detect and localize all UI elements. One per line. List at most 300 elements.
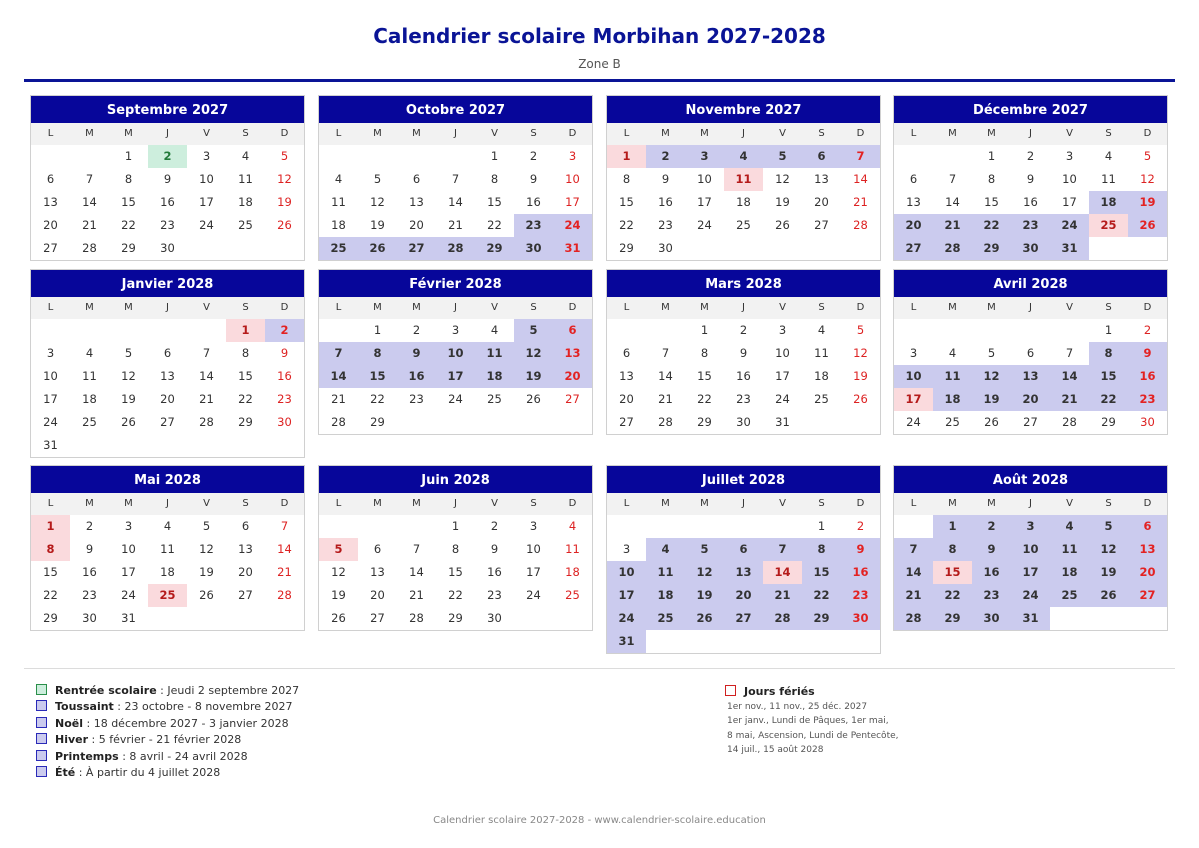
day-cell: 24 [607, 607, 646, 630]
day-cell: 3 [529, 519, 538, 533]
weekday-label: J [454, 302, 457, 313]
day-cell: 7 [319, 342, 358, 365]
day-cell: 2 [646, 145, 685, 168]
month-title: Juillet 2028 [607, 466, 880, 493]
day-cell: 6 [46, 172, 55, 186]
day-cell: 17 [607, 584, 646, 607]
day-cell: 26 [526, 392, 541, 406]
day-cell: 24 [121, 588, 136, 602]
day-cell: 11 [82, 369, 97, 383]
month-title: Avril 2028 [894, 270, 1167, 297]
weekday-label: J [1029, 498, 1032, 509]
day-cell: 21 [933, 214, 972, 237]
day-cell: 17 [43, 392, 58, 406]
month-title: Juin 2028 [319, 466, 592, 493]
weekday-label: L [910, 128, 917, 139]
days-grid [31, 515, 304, 630]
feries-line: 1er janv., Lundi de Pâques, 1er mai, [727, 716, 889, 727]
day-cell: 6 [412, 172, 421, 186]
weekday-label: M [948, 128, 957, 139]
day-cell: 29 [802, 607, 841, 630]
weekday-header [319, 493, 592, 515]
day-cell: 20 [553, 365, 592, 388]
day-cell: 22 [238, 392, 253, 406]
day-cell: 13 [553, 342, 592, 365]
month-title: Février 2028 [319, 270, 592, 297]
day-cell: 11 [814, 346, 829, 360]
day-cell: 9 [490, 542, 499, 556]
weekday-header [607, 297, 880, 319]
weekday-label: V [491, 302, 498, 313]
day-cell: 1 [451, 519, 460, 533]
day-cell: 20 [724, 584, 763, 607]
empty-cell [763, 515, 802, 538]
weekday-label: J [166, 302, 169, 313]
month-6 [318, 269, 593, 435]
day-cell: 5 [514, 319, 553, 342]
day-cell: 15 [697, 369, 712, 383]
day-cell: 14 [409, 565, 424, 579]
day-cell: 5 [280, 149, 289, 163]
day-cell: 26 [853, 392, 868, 406]
weekday-label: M [661, 498, 670, 509]
blue-square-icon [36, 733, 47, 744]
day-cell: 23 [277, 392, 292, 406]
day-cell: 8 [700, 346, 709, 360]
day-cell: 13 [1128, 538, 1167, 561]
day-cell: 21 [448, 218, 463, 232]
weekday-label: V [491, 498, 498, 509]
weekday-label: S [1105, 128, 1112, 139]
days-grid [607, 319, 880, 434]
days-grid [31, 145, 304, 260]
weekday-label: D [568, 302, 577, 313]
day-cell: 15 [448, 565, 463, 579]
day-cell: 29 [370, 415, 385, 429]
day-cell: 8 [124, 172, 133, 186]
weekday-label: M [948, 498, 957, 509]
day-cell: 28 [277, 588, 292, 602]
day-cell: 20 [1128, 561, 1167, 584]
day-cell: 28 [658, 415, 673, 429]
day-cell: 22 [1089, 388, 1128, 411]
day-cell: 27 [1023, 415, 1038, 429]
day-cell: 4 [490, 323, 499, 337]
weekday-label: V [203, 128, 210, 139]
day-cell: 7 [412, 542, 421, 556]
weekday-label: V [779, 498, 786, 509]
legend-item-printemps: Printemps : 8 avril - 24 avril 2028 [36, 749, 299, 765]
weekday-label: D [856, 498, 865, 509]
weekday-label: M [373, 498, 382, 509]
day-cell: 22 [487, 218, 502, 232]
empty-cell [1050, 319, 1089, 342]
day-cell: 26 [358, 237, 397, 260]
day-cell: 5 [124, 346, 133, 360]
blue-square-icon [36, 750, 47, 761]
day-cell: 6 [909, 172, 918, 186]
days-grid [894, 145, 1167, 260]
day-cell: 24 [199, 218, 214, 232]
day-cell: 18 [82, 392, 97, 406]
day-cell: 5 [202, 519, 211, 533]
legend-divider [24, 668, 1175, 669]
day-cell: 25 [945, 415, 960, 429]
day-cell: 25 [1089, 214, 1128, 237]
day-cell: 14 [199, 369, 214, 383]
day-cell: 4 [334, 172, 343, 186]
day-cell: 29 [43, 611, 58, 625]
weekday-label: D [280, 498, 289, 509]
day-cell: 4 [1050, 515, 1089, 538]
day-cell: 30 [160, 241, 175, 255]
days-grid [894, 515, 1167, 630]
day-cell: 31 [121, 611, 136, 625]
weekday-header [894, 493, 1167, 515]
day-cell: 23 [487, 588, 502, 602]
day-cell: 18 [1050, 561, 1089, 584]
day-cell: 1 [226, 319, 265, 342]
day-cell: 2 [85, 519, 94, 533]
month-1 [30, 95, 305, 261]
day-cell: 23 [82, 588, 97, 602]
day-cell: 16 [160, 195, 175, 209]
day-cell: 20 [619, 392, 634, 406]
month-10 [318, 465, 593, 631]
day-cell: 11 [238, 172, 253, 186]
day-cell: 2 [490, 519, 499, 533]
day-cell: 13 [238, 542, 253, 556]
empty-cell [148, 319, 187, 342]
day-cell: 11 [331, 195, 346, 209]
day-cell: 25 [487, 392, 502, 406]
day-cell: 10 [1062, 172, 1077, 186]
feries-heading: Jours fériés [725, 683, 899, 700]
day-cell: 3 [46, 346, 55, 360]
day-cell: 13 [43, 195, 58, 209]
weekday-label: V [491, 128, 498, 139]
day-cell: 3 [778, 323, 787, 337]
empty-cell [933, 145, 972, 168]
day-cell: 21 [277, 565, 292, 579]
day-cell: 18 [814, 369, 829, 383]
day-cell: 29 [121, 241, 136, 255]
day-cell: 13 [906, 195, 921, 209]
day-cell: 15 [802, 561, 841, 584]
weekday-label: J [742, 128, 745, 139]
day-cell: 19 [277, 195, 292, 209]
day-cell: 13 [814, 172, 829, 186]
weekday-label: V [203, 498, 210, 509]
day-cell: 26 [775, 218, 790, 232]
day-cell: 19 [331, 588, 346, 602]
day-cell: 15 [487, 195, 502, 209]
empty-cell [894, 145, 933, 168]
day-cell: 25 [814, 392, 829, 406]
month-4 [893, 95, 1168, 261]
day-cell: 7 [202, 346, 211, 360]
day-cell: 21 [199, 392, 214, 406]
day-cell: 18 [1089, 191, 1128, 214]
feries-line: 1er nov., 11 nov., 25 déc. 2027 [727, 702, 868, 712]
day-cell: 27 [238, 588, 253, 602]
weekday-label: J [1029, 302, 1032, 313]
day-cell: 26 [121, 415, 136, 429]
day-cell: 21 [82, 218, 97, 232]
weekday-label: J [166, 128, 169, 139]
day-cell: 15 [933, 561, 972, 584]
day-cell: 29 [448, 611, 463, 625]
day-cell: 3 [909, 346, 918, 360]
day-cell: 9 [661, 172, 670, 186]
day-cell: 8 [31, 538, 70, 561]
month-title: Septembre 2027 [31, 96, 304, 123]
day-cell: 13 [160, 369, 175, 383]
holiday-legend [36, 683, 299, 781]
day-cell: 14 [82, 195, 97, 209]
day-cell: 23 [1128, 388, 1167, 411]
day-cell: 24 [1050, 214, 1089, 237]
day-cell: 16 [658, 195, 673, 209]
day-cell: 17 [199, 195, 214, 209]
day-cell: 6 [1128, 515, 1167, 538]
day-cell: 29 [475, 237, 514, 260]
weekday-label: V [779, 128, 786, 139]
day-cell: 1 [700, 323, 709, 337]
day-cell: 5 [319, 538, 358, 561]
day-cell: 7 [280, 519, 289, 533]
day-cell: 26 [199, 588, 214, 602]
day-cell: 14 [1050, 365, 1089, 388]
empty-cell [646, 515, 685, 538]
day-cell: 26 [685, 607, 724, 630]
empty-cell [358, 145, 397, 168]
day-cell: 5 [987, 346, 996, 360]
day-cell: 26 [277, 218, 292, 232]
empty-cell [397, 145, 436, 168]
weekday-label: L [335, 302, 342, 313]
days-grid [894, 319, 1167, 434]
day-cell: 7 [948, 172, 957, 186]
empty-cell [70, 145, 109, 168]
day-cell: 4 [163, 519, 172, 533]
day-cell: 12 [775, 172, 790, 186]
weekday-label: M [661, 128, 670, 139]
day-cell: 9 [1128, 342, 1167, 365]
day-cell: 23 [972, 584, 1011, 607]
day-cell: 9 [972, 538, 1011, 561]
day-cell: 5 [856, 323, 865, 337]
empty-cell [894, 319, 933, 342]
day-cell: 30 [1011, 237, 1050, 260]
day-cell: 4 [85, 346, 94, 360]
day-cell: 19 [1089, 561, 1128, 584]
day-cell: 27 [619, 415, 634, 429]
day-cell: 22 [972, 214, 1011, 237]
red-square-icon [725, 685, 736, 696]
day-cell: 10 [436, 342, 475, 365]
day-cell: 9 [280, 346, 289, 360]
day-cell: 30 [841, 607, 880, 630]
day-cell: 4 [646, 538, 685, 561]
day-cell: 12 [331, 565, 346, 579]
day-cell: 18 [475, 365, 514, 388]
day-cell: 1 [1104, 323, 1113, 337]
day-cell: 27 [370, 611, 385, 625]
day-cell: 18 [331, 218, 346, 232]
weekday-label: J [742, 498, 745, 509]
day-cell: 18 [238, 195, 253, 209]
feries-line: 8 mai, Ascension, Lundi de Pentecôte, [727, 730, 899, 741]
month-9 [30, 465, 305, 631]
day-cell: 7 [85, 172, 94, 186]
day-cell: 28 [853, 218, 868, 232]
day-cell: 16 [1023, 195, 1038, 209]
day-cell: 30 [658, 241, 673, 255]
weekday-label: S [818, 498, 825, 509]
day-cell: 6 [241, 519, 250, 533]
day-cell: 15 [984, 195, 999, 209]
weekday-label: L [910, 498, 917, 509]
day-cell: 13 [724, 561, 763, 584]
month-title: Janvier 2028 [31, 270, 304, 297]
day-cell: 1 [373, 323, 382, 337]
day-cell: 12 [1140, 172, 1155, 186]
day-cell: 20 [814, 195, 829, 209]
weekday-label: M [700, 128, 709, 139]
day-cell: 19 [121, 392, 136, 406]
day-cell: 19 [685, 584, 724, 607]
day-cell: 24 [448, 392, 463, 406]
day-cell: 3 [685, 145, 724, 168]
weekday-label: S [1105, 498, 1112, 509]
day-cell: 28 [331, 415, 346, 429]
day-cell: 31 [607, 630, 646, 653]
day-cell: 8 [358, 342, 397, 365]
day-cell: 4 [724, 145, 763, 168]
legend-item-rentree: Rentrée scolaire : Jeudi 2 septembre 2027 [36, 683, 299, 699]
day-cell: 17 [436, 365, 475, 388]
day-cell: 2 [1143, 323, 1152, 337]
day-cell: 15 [358, 365, 397, 388]
days-grid [31, 319, 304, 457]
day-cell: 17 [894, 388, 933, 411]
day-cell: 19 [199, 565, 214, 579]
day-cell: 6 [724, 538, 763, 561]
weekday-label: M [373, 302, 382, 313]
weekday-label: J [454, 498, 457, 509]
day-cell: 22 [448, 588, 463, 602]
days-grid [607, 145, 880, 260]
day-cell: 20 [894, 214, 933, 237]
weekday-label: D [280, 128, 289, 139]
day-cell: 11 [1050, 538, 1089, 561]
days-grid [319, 319, 592, 434]
day-cell: 29 [1101, 415, 1116, 429]
day-cell: 14 [277, 542, 292, 556]
day-cell: 8 [933, 538, 972, 561]
days-grid [319, 145, 592, 260]
day-cell: 11 [933, 365, 972, 388]
day-cell: 25 [1050, 584, 1089, 607]
weekday-label: L [335, 498, 342, 509]
day-cell: 18 [646, 584, 685, 607]
day-cell: 23 [160, 218, 175, 232]
day-cell: 4 [948, 346, 957, 360]
day-cell: 5 [763, 145, 802, 168]
day-cell: 23 [1011, 214, 1050, 237]
empty-cell [1011, 319, 1050, 342]
legend-item-hiver: Hiver : 5 février - 21 février 2028 [36, 732, 299, 748]
day-cell: 4 [1104, 149, 1113, 163]
day-cell: 8 [241, 346, 250, 360]
month-12 [893, 465, 1168, 631]
day-cell: 11 [160, 542, 175, 556]
weekday-label: S [1105, 302, 1112, 313]
day-cell: 1 [124, 149, 133, 163]
day-cell: 23 [736, 392, 751, 406]
day-cell: 17 [526, 565, 541, 579]
empty-cell [31, 319, 70, 342]
day-cell: 10 [894, 365, 933, 388]
month-8 [893, 269, 1168, 435]
day-cell: 31 [1011, 607, 1050, 630]
day-cell: 27 [160, 415, 175, 429]
weekday-label: S [818, 128, 825, 139]
day-cell: 11 [724, 168, 763, 191]
day-cell: 6 [553, 319, 592, 342]
day-cell: 18 [160, 565, 175, 579]
day-cell: 25 [319, 237, 358, 260]
day-cell: 15 [121, 195, 136, 209]
weekday-label: M [661, 302, 670, 313]
empty-cell [972, 319, 1011, 342]
weekday-label: D [280, 302, 289, 313]
weekday-header [894, 123, 1167, 145]
day-cell: 11 [1101, 172, 1116, 186]
weekday-label: V [779, 302, 786, 313]
weekday-label: D [568, 498, 577, 509]
weekday-label: M [700, 302, 709, 313]
day-cell: 9 [397, 342, 436, 365]
day-cell: 18 [565, 565, 580, 579]
day-cell: 1 [607, 145, 646, 168]
empty-cell [319, 515, 358, 538]
month-11 [606, 465, 881, 654]
day-cell: 30 [1140, 415, 1155, 429]
month-7 [606, 269, 881, 435]
day-cell: 31 [775, 415, 790, 429]
weekday-label: M [412, 302, 421, 313]
day-cell: 20 [238, 565, 253, 579]
empty-cell [607, 319, 646, 342]
day-cell: 5 [1143, 149, 1152, 163]
day-cell: 19 [972, 388, 1011, 411]
day-cell: 8 [451, 542, 460, 556]
day-cell: 10 [199, 172, 214, 186]
day-cell: 30 [736, 415, 751, 429]
day-cell: 9 [1026, 172, 1035, 186]
weekday-label: J [454, 128, 457, 139]
day-cell: 24 [43, 415, 58, 429]
empty-cell [31, 145, 70, 168]
weekday-header [607, 123, 880, 145]
day-cell: 10 [1011, 538, 1050, 561]
day-cell: 10 [775, 346, 790, 360]
weekday-label: S [242, 498, 249, 509]
day-cell: 9 [739, 346, 748, 360]
day-cell: 17 [1011, 561, 1050, 584]
